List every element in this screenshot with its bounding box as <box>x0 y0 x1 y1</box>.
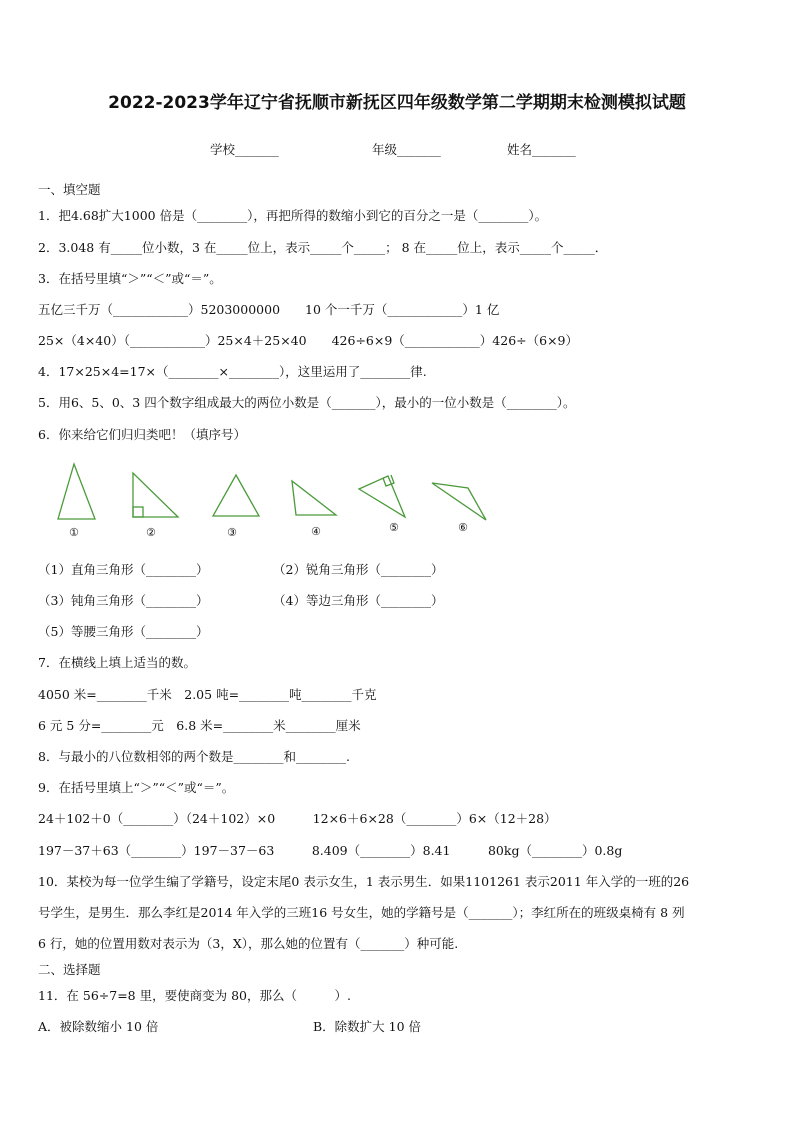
question-1: 1．把4.68扩大1000 倍是（________），再把所得的数缩小到它的百分之一是（________）。 <box>38 208 548 223</box>
question-7b: 6 元 5 分=________元 6.8 米=________米________厘米 <box>38 718 361 733</box>
section-choice: 二、选择题 <box>38 962 101 977</box>
question-3a: 五亿三千万（____________）5203000000 10 个一千万（____________）1 亿 <box>38 302 500 317</box>
right-angle-mark-2 <box>133 507 143 517</box>
triangle-label-6: ⑥ <box>458 521 468 534</box>
triangle-6 <box>432 483 486 520</box>
triangle-label-5: ⑤ <box>389 521 399 534</box>
question-7a: 4050 米=________千米 2.05 吨=________吨________千克 <box>38 687 377 702</box>
question-3: 3．在括号里填“＞”“＜”或“＝”。 <box>38 271 222 286</box>
question-9b: 197－37＋63（________）197－37－63 8.409（________）8.41 80kg（________）0.8g <box>38 843 623 858</box>
question-3b: 25×（4×40）（____________）25×4＋25×40 426÷6×9（____________）426÷（6×9） <box>38 333 579 348</box>
question-6-1: （1）直角三角形（________） <box>38 562 209 577</box>
question-6-4: （4）等边三角形（________） <box>273 593 444 608</box>
question-10-line-1: 10．某校为每一位学生编了学籍号，设定末尾0 表示女生，1 表示男生．如果1101261 表示2011 年入学的一班的26 <box>38 874 690 889</box>
question-4: 4．17×25×4=17×（________×________），这里运用了________律. <box>38 364 427 379</box>
triangle-5 <box>359 476 405 517</box>
question-6: 6．你来给它们归归类吧！（填序号） <box>38 427 246 442</box>
question-6-5: （5）等腰三角形（________） <box>38 624 209 639</box>
question-2: 2．3.048 有_____位小数，3 在_____位上，表示_____个_____； 8 在_____位上，表示_____个_____． <box>38 240 608 255</box>
section-fill-blank: 一、填空题 <box>38 182 101 197</box>
question-6-3: （3）钝角三角形（________） <box>38 593 209 608</box>
grade-field[interactable]: 年级_______ <box>372 142 441 157</box>
question-11: 11．在 56÷7=8 里，要使商变为 80，那么（ ）. <box>38 988 351 1003</box>
triangle-label-4: ④ <box>311 525 321 538</box>
triangle-3 <box>213 475 259 516</box>
name-field[interactable]: 姓名_______ <box>507 142 576 157</box>
triangle-label-3: ③ <box>227 526 237 539</box>
triangle-4 <box>292 481 336 515</box>
question-9a: 24＋102＋0（________）（24＋102）×0 12×6＋6×28（________）6×（12＋28） <box>38 811 557 826</box>
question-11-option-b[interactable]: B．除数扩大 10 倍 <box>313 1019 422 1034</box>
school-field[interactable]: 学校_______ <box>210 142 279 157</box>
question-10-line-3: 6 行，她的位置用数对表示为（3，X），那么她的位置有（_______）种可能. <box>38 936 459 951</box>
question-7: 7．在横线上填上适当的数。 <box>38 655 196 670</box>
triangle-label-2: ② <box>146 526 156 539</box>
question-9: 9．在括号里填上“＞”“＜”或“＝”。 <box>38 780 235 795</box>
question-11-option-a[interactable]: A．被除数缩小 10 倍 <box>38 1019 159 1034</box>
question-6-2: （2）锐角三角形（________） <box>273 562 444 577</box>
triangle-1 <box>58 464 95 519</box>
page-title: 2022-2023学年辽宁省抚顺市新抚区四年级数学第二学期期末检测模拟试题 <box>108 93 686 113</box>
question-5: 5．用6、5、0、3 四个数字组成最大的两位小数是（_______），最小的一位小数是（________）。 <box>38 395 576 410</box>
triangle-label-1: ① <box>69 526 79 539</box>
triangle-2 <box>133 473 178 517</box>
question-10-line-2: 号学生，是男生．那么李红是2014 年入学的三班16 号女生，她的学籍号是（_______）；李红所在的班级桌椅有 8 列 <box>38 905 685 920</box>
question-8: 8．与最小的八位数相邻的两个数是________和________. <box>38 749 350 764</box>
